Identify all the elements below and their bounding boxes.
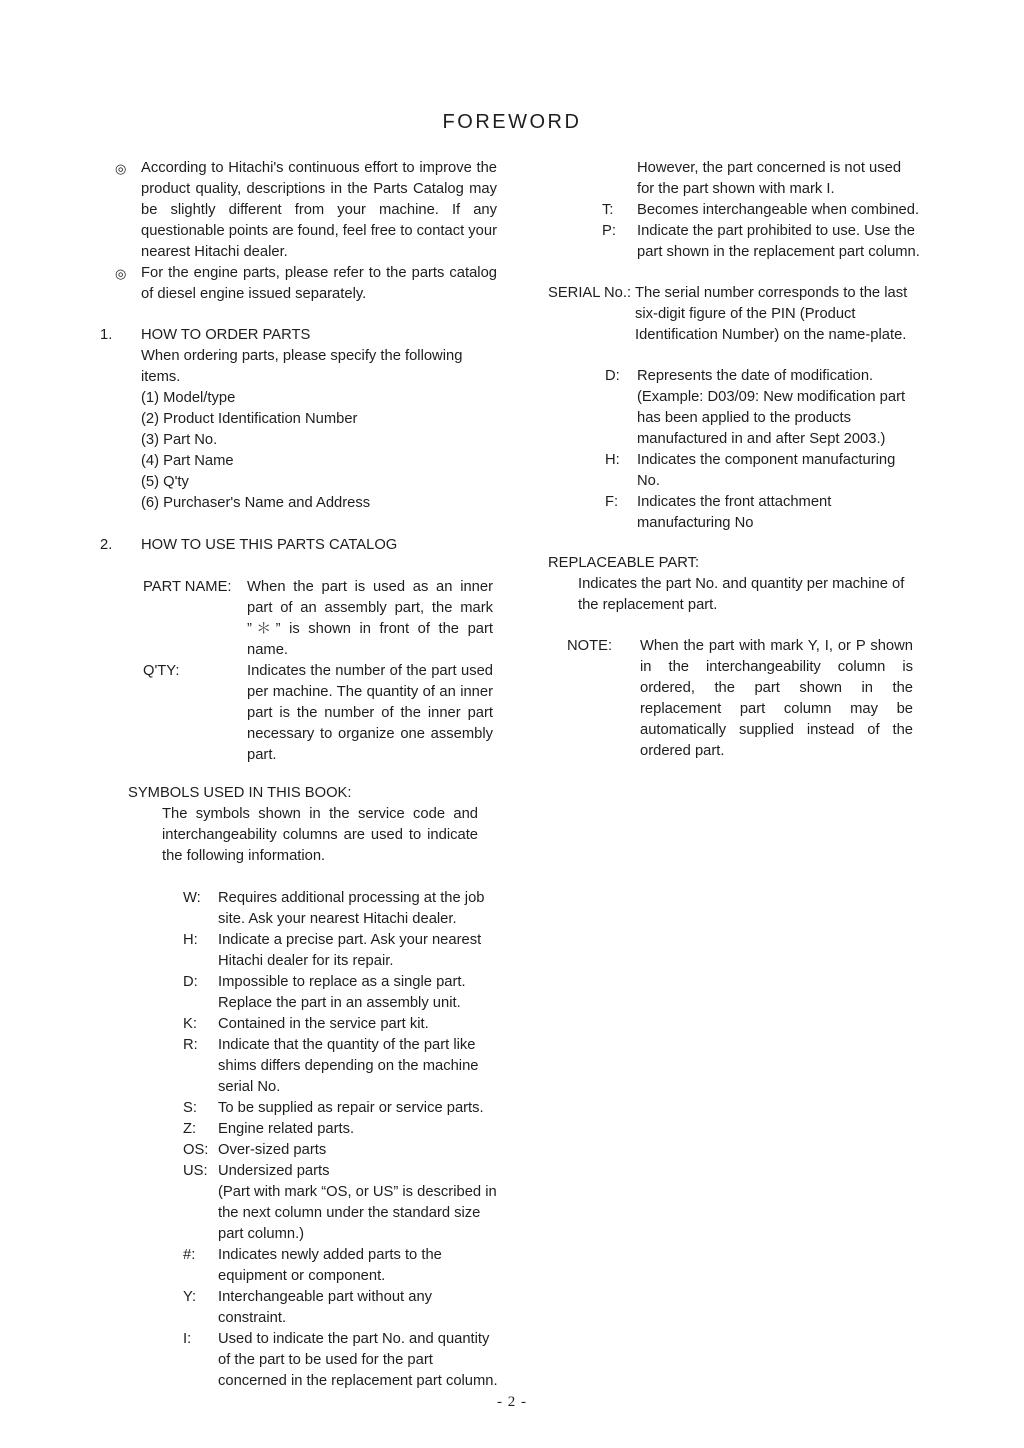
note-label: NOTE: bbox=[567, 638, 613, 654]
symbol-description: Requires additional processing at the job site. Ask your nearest Hitachi dealer. bbox=[218, 890, 485, 927]
serial-text: The serial number corresponds to the last six-digit figure of the PIN (Product Identification Number) on the name-plate. bbox=[635, 285, 908, 343]
symbol-description: Becomes interchangeable when combined. bbox=[637, 202, 920, 218]
notice-item bbox=[100, 158, 512, 263]
symbol-description: Indicate that the quantity of the part like shims differs depending on the machine serial No. bbox=[218, 1037, 479, 1095]
symbol-code: Y: bbox=[183, 1289, 197, 1305]
symbol-description: Indicate a precise part. Ask your nearest Hitachi dealer for its repair. bbox=[218, 932, 482, 969]
definition-text: When the part is used as an inner part of an assembly part, the mark ”＊” is shown in front of the part name. bbox=[247, 579, 493, 658]
notice-text: According to Hitachi's continuous effort to improve the product quality, descriptions in the Parts Catalog may be slightly different from your machine. If any questionable points are found, feel free to contact your nearest Hitachi dealer. bbox=[141, 160, 497, 260]
symbol-row bbox=[183, 1035, 512, 1098]
section-heading-how-to-use bbox=[100, 535, 512, 556]
symbol-code: D: bbox=[183, 974, 198, 990]
symbol-row bbox=[605, 366, 920, 450]
list-item: (2) Product Identification Number bbox=[141, 411, 358, 427]
symbol-description: Indicates the component manufacturing No. bbox=[637, 452, 896, 489]
symbol-description-note: (Part with mark “OS, or US” is described in the next column under the standard size part column.) bbox=[218, 1184, 497, 1242]
list-item: (3) Part No. bbox=[141, 432, 218, 448]
symbol-code: H: bbox=[605, 452, 620, 468]
symbol-code: Z: bbox=[183, 1121, 197, 1137]
list-item: (1) Model/type bbox=[141, 390, 236, 406]
symbol-code: OS: bbox=[183, 1142, 209, 1158]
symbol-code: F: bbox=[605, 494, 619, 510]
replaceable-part-heading: REPLACEABLE PART: bbox=[548, 555, 700, 571]
symbol-description: Impossible to replace as a single part. Replace the part in an assembly unit. bbox=[218, 974, 466, 1011]
symbol-row bbox=[183, 1014, 512, 1035]
note-text: When the part with mark Y, I, or P shown in the interchangeability column is ordered, the part shown in the replacement part column may be automatically supplied instead of the ordered part. bbox=[640, 638, 913, 759]
definition-text: Indicates the number of the part used per machine. The quantity of an inner part is the number of the inner part necessary to organize one assembly part. bbox=[247, 663, 493, 763]
section-number: 2. bbox=[100, 537, 113, 553]
right-column bbox=[548, 158, 920, 1392]
symbol-description: Represents the date of modification. (Example: D03/09: New modification part has been applied to the products manufactured in and after Sept 2003.) bbox=[637, 368, 906, 447]
serial-label: SERIAL No.: bbox=[548, 285, 632, 301]
symbol-code: K: bbox=[183, 1016, 197, 1032]
symbol-description: Engine related parts. bbox=[218, 1121, 355, 1137]
symbol-description: Indicate the part prohibited to use. Use the part shown in the replacement part column. bbox=[637, 223, 920, 260]
symbol-description: Indicates the front attachment manufacturing No bbox=[637, 494, 832, 531]
symbol-row bbox=[183, 888, 512, 930]
symbol-row bbox=[183, 1245, 512, 1287]
section-heading-how-to-order bbox=[100, 325, 512, 346]
bullseye-bullet-icon: ◎ bbox=[115, 161, 127, 176]
symbol-code: I: bbox=[183, 1331, 192, 1347]
list-item: (5) Q'ty bbox=[141, 474, 189, 490]
symbol-code: #: bbox=[183, 1247, 196, 1263]
symbol-code: T: bbox=[602, 202, 614, 218]
symbol-code: P: bbox=[602, 223, 616, 239]
bullseye-bullet-icon: ◎ bbox=[115, 266, 127, 281]
symbol-description: Contained in the service part kit. bbox=[218, 1016, 429, 1032]
symbol-code: S: bbox=[183, 1100, 197, 1116]
replaceable-part-text: Indicates the part No. and quantity per machine of the replacement part. bbox=[578, 576, 905, 613]
symbols-intro: The symbols shown in the service code and interchangeability columns are used to indicate the following information. bbox=[162, 806, 478, 864]
symbol-description: Used to indicate the part No. and quantity of the part to be used for the part concerned in the replacement part column. bbox=[218, 1331, 498, 1389]
symbol-code: D: bbox=[605, 368, 620, 384]
symbol-description: Interchangeable part without any constraint. bbox=[218, 1289, 433, 1326]
section-intro: When ordering parts, please specify the following items. bbox=[141, 348, 463, 385]
symbol-row bbox=[605, 492, 920, 534]
symbol-code: R: bbox=[183, 1037, 198, 1053]
notice-text: For the engine parts, please refer to the parts catalog of diesel engine issued separately. bbox=[141, 265, 497, 302]
symbol-code: W: bbox=[183, 890, 201, 906]
section-number: 1. bbox=[100, 327, 113, 343]
page-title: FOREWORD bbox=[442, 111, 582, 133]
symbol-row bbox=[183, 1098, 512, 1119]
symbol-description: Indicates newly added parts to the equipment or component. bbox=[218, 1247, 442, 1284]
symbol-row bbox=[183, 1119, 512, 1140]
list-item: (4) Part Name bbox=[141, 453, 234, 469]
symbol-row bbox=[183, 1329, 512, 1392]
symbol-description bbox=[218, 1161, 498, 1245]
symbol-row bbox=[183, 930, 512, 972]
symbol-row bbox=[183, 1140, 512, 1161]
symbol-row bbox=[605, 450, 920, 492]
left-column bbox=[100, 158, 512, 1392]
definition-row-qty bbox=[143, 661, 512, 766]
symbol-description-main: Undersized parts bbox=[218, 1163, 330, 1179]
page-number: - 2 - bbox=[497, 1394, 527, 1410]
list-item: (6) Purchaser's Name and Address bbox=[141, 495, 371, 511]
symbol-description: Over-sized parts bbox=[218, 1142, 327, 1158]
two-column-layout bbox=[0, 158, 1024, 1392]
serial-definition bbox=[548, 283, 920, 346]
section-title: HOW TO USE THIS PARTS CATALOG bbox=[141, 537, 398, 553]
definition-label: PART NAME: bbox=[143, 579, 232, 595]
symbol-description: To be supplied as repair or service parts. bbox=[218, 1100, 484, 1116]
symbols-heading: SYMBOLS USED IN THIS BOOK: bbox=[128, 785, 352, 801]
symbol-row bbox=[183, 1161, 512, 1245]
symbol-code: US: bbox=[183, 1163, 208, 1179]
continuation-text: However, the part concerned is not used for the part shown with mark I. bbox=[637, 160, 902, 197]
note-row bbox=[567, 636, 920, 762]
section-title: HOW TO ORDER PARTS bbox=[141, 327, 311, 343]
symbol-code: H: bbox=[183, 932, 198, 948]
definition-row-part-name bbox=[143, 577, 512, 661]
symbol-row bbox=[183, 972, 512, 1014]
symbol-row bbox=[602, 221, 920, 263]
definition-label: Q'TY: bbox=[143, 663, 180, 679]
symbol-row bbox=[602, 200, 920, 221]
symbol-row bbox=[183, 1287, 512, 1329]
notice-item bbox=[100, 263, 512, 305]
